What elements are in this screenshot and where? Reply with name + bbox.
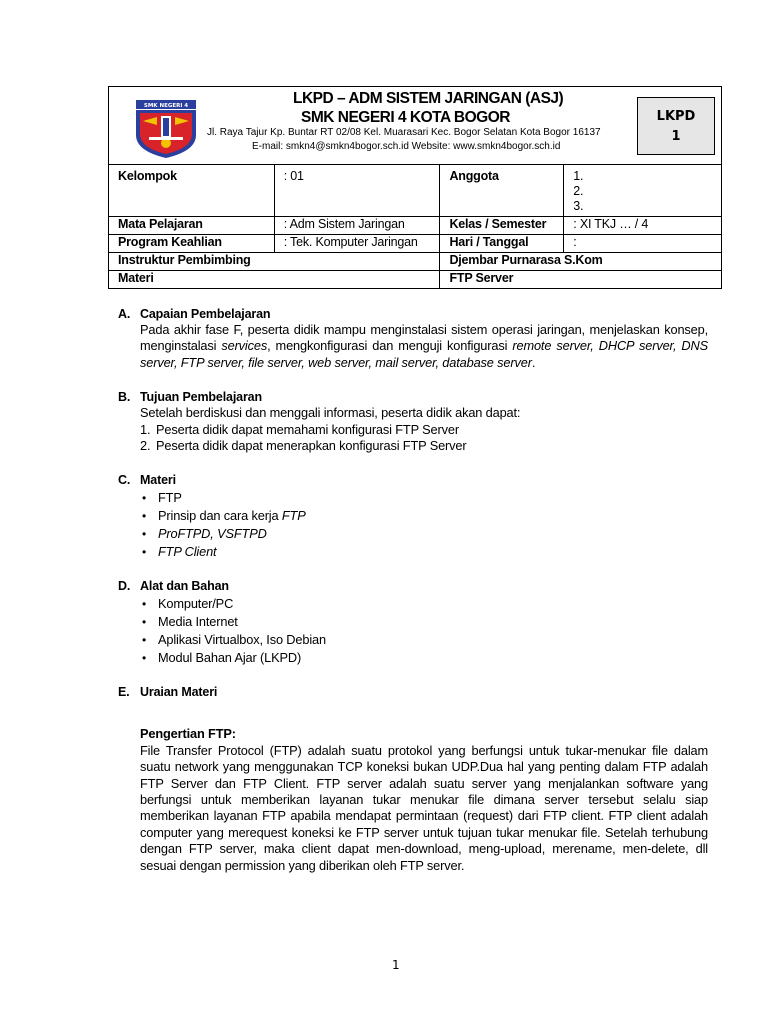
anggota-label: Anggota [440,165,564,217]
paragraph-text: , mengkonfigurasi dan menguji konfigurasi [267,338,513,354]
uraian-paragraph: File Transfer Protocol (FTP) adalah suatu protokol yang berfungsi untuk tukar-menukar file dalam suatu network yang menggunakan TCP koneksi bukan UDP.Dua hal yang penting dalam FTP adalah FTP Server dan FTP Client. FTP server adalah suatu server yang menjalankan software yang berfungsi untuk memberikan layanan tukar menukar file dimana server tersebut selalu siap memberikan layanan FTP apabila mendapat permintaan (request) dari FTP client. FTP client adalah computer yang merequest koneksi ke FTP server untuk tujuan tukar menukar file. Setelah terhubung dengan FTP server, maka client dapat men-download, meng-upload, merename, men-delete, dll sesuai dengan permission yang diberikan oleh FTP server. [140,742,708,873]
list-item [140,438,708,454]
section-title: Capaian Pembelajaran [140,307,271,321]
document-body [118,306,708,874]
paragraph-text: . [531,354,536,370]
section-letter: B. [118,390,131,405]
item-text: FTP [158,490,182,506]
subsection-title: Pengertian FTP: [140,726,236,742]
section-d-heading [118,578,708,596]
kelompok-value: : 01 [274,165,440,217]
section-title: Alat dan Bahan [140,579,229,594]
item-number: 2. [140,438,151,454]
bullet-icon: • [142,509,147,524]
anggota-item: 2. [573,184,584,198]
school-address: Jl. Raya Tajur Kp. Buntar RT 02/08 Kel. Muarasari Kec. Bogor Selatan Kota Bogor 16137 [207,127,601,138]
table-row [109,253,722,271]
kelompok-label: Kelompok [109,165,275,217]
bullet-icon: • [142,615,147,630]
item-text: Prinsip dan cara kerja [158,508,282,524]
list-item [140,596,708,614]
kelas-value: : XI TKJ … / 4 [564,217,722,235]
program-label: Program Keahlian [109,235,275,253]
anggota-item: 3. [573,199,584,213]
list-item [140,490,708,508]
section-title: Tujuan Pembelajaran [140,390,262,405]
hari-value: : [564,235,722,253]
list-item [140,526,708,544]
table-row [109,217,722,235]
section-b-heading [118,389,708,407]
table-row [109,165,722,217]
bullet-icon: • [142,597,147,612]
section-e-heading [118,684,708,702]
bullet-icon: • [142,651,147,666]
lkpd-label: LKPD [656,109,696,124]
instruktur-label: Instruktur Pembimbing [109,253,440,271]
section-title: Uraian Materi [140,685,218,700]
section-c-heading [118,472,708,490]
bullet-icon: • [142,527,147,542]
list-item [140,422,708,438]
item-text: Peserta didik dapat memahami konfigurasi FTP Server [156,421,459,437]
materi-value: FTP Server [440,271,722,289]
section-title: Materi [140,473,176,488]
paragraph-italic: remote server, DHCP server, DNS server, FTP server, file server, web server, mail server, database server [140,338,708,370]
program-value: : Tek. Komputer Jaringan [274,235,440,253]
bullet-icon: • [142,491,147,506]
section-letter: E. [118,685,130,700]
materi-label: Materi [109,271,440,289]
document-title: LKPD – ADM SISTEM JARINGAN (ASJ) [293,90,564,107]
document-header [108,86,722,164]
section-a-heading [118,306,708,324]
list-item [140,544,708,562]
section-letter: A. [118,307,131,321]
page-number: 1 [392,958,400,972]
info-table [108,164,722,289]
anggota-values [564,165,722,217]
tujuan-intro: Setelah berdiskusi dan menggali informasi, peserta didik akan dapat: [140,405,521,421]
paragraph-text: Pada akhir fase F, peserta didik mampu menginstalasi sistem operasi jaringan, menjelaskan konsep, menginstalasi [140,322,708,354]
anggota-item: 1. [573,169,584,183]
list-item [140,508,708,526]
table-row [109,271,722,289]
bullet-icon: • [142,545,147,560]
list-item [140,650,708,668]
list-item [140,632,708,650]
mapel-label: Mata Pelajaran [109,217,275,235]
school-contact: E-mail: smkn4@smkn4bogor.sch.id Website: www.smkn4bogor.sch.id [252,141,561,152]
logo-text: SMK NEGERI 4 [143,103,189,109]
capaian-paragraph [140,322,708,371]
bullet-icon: • [142,633,147,648]
section-letter: D. [118,579,131,594]
paragraph-italic: services [221,338,268,354]
item-text: Komputer/PC [158,596,234,612]
list-item [140,614,708,632]
item-text: FTP Client [158,544,217,560]
kelas-label: Kelas / Semester [440,217,564,235]
lkpd-badge [637,97,715,155]
lkpd-number: 1 [671,129,681,144]
mapel-value: : Adm Sistem Jaringan [274,217,440,235]
school-name: SMK NEGERI 4 KOTA BOGOR [301,109,510,126]
table-row [109,235,722,253]
item-text: Peserta didik dapat menerapkan konfigurasi FTP Server [156,438,467,454]
item-italic: FTP [281,508,306,524]
item-text: Aplikasi Virtualbox, Iso Debian [158,632,326,648]
item-number: 1. [140,421,151,437]
item-text: Modul Bahan Ajar (LKPD) [158,650,302,666]
item-text: Media Internet [158,614,238,630]
hari-label: Hari / Tanggal [440,235,564,253]
section-letter: C. [118,473,131,488]
item-text: ProFTPD, VSFTPD [158,526,267,542]
instruktur-value: Djembar Purnarasa S.Kom [440,253,722,271]
school-logo [135,99,197,159]
